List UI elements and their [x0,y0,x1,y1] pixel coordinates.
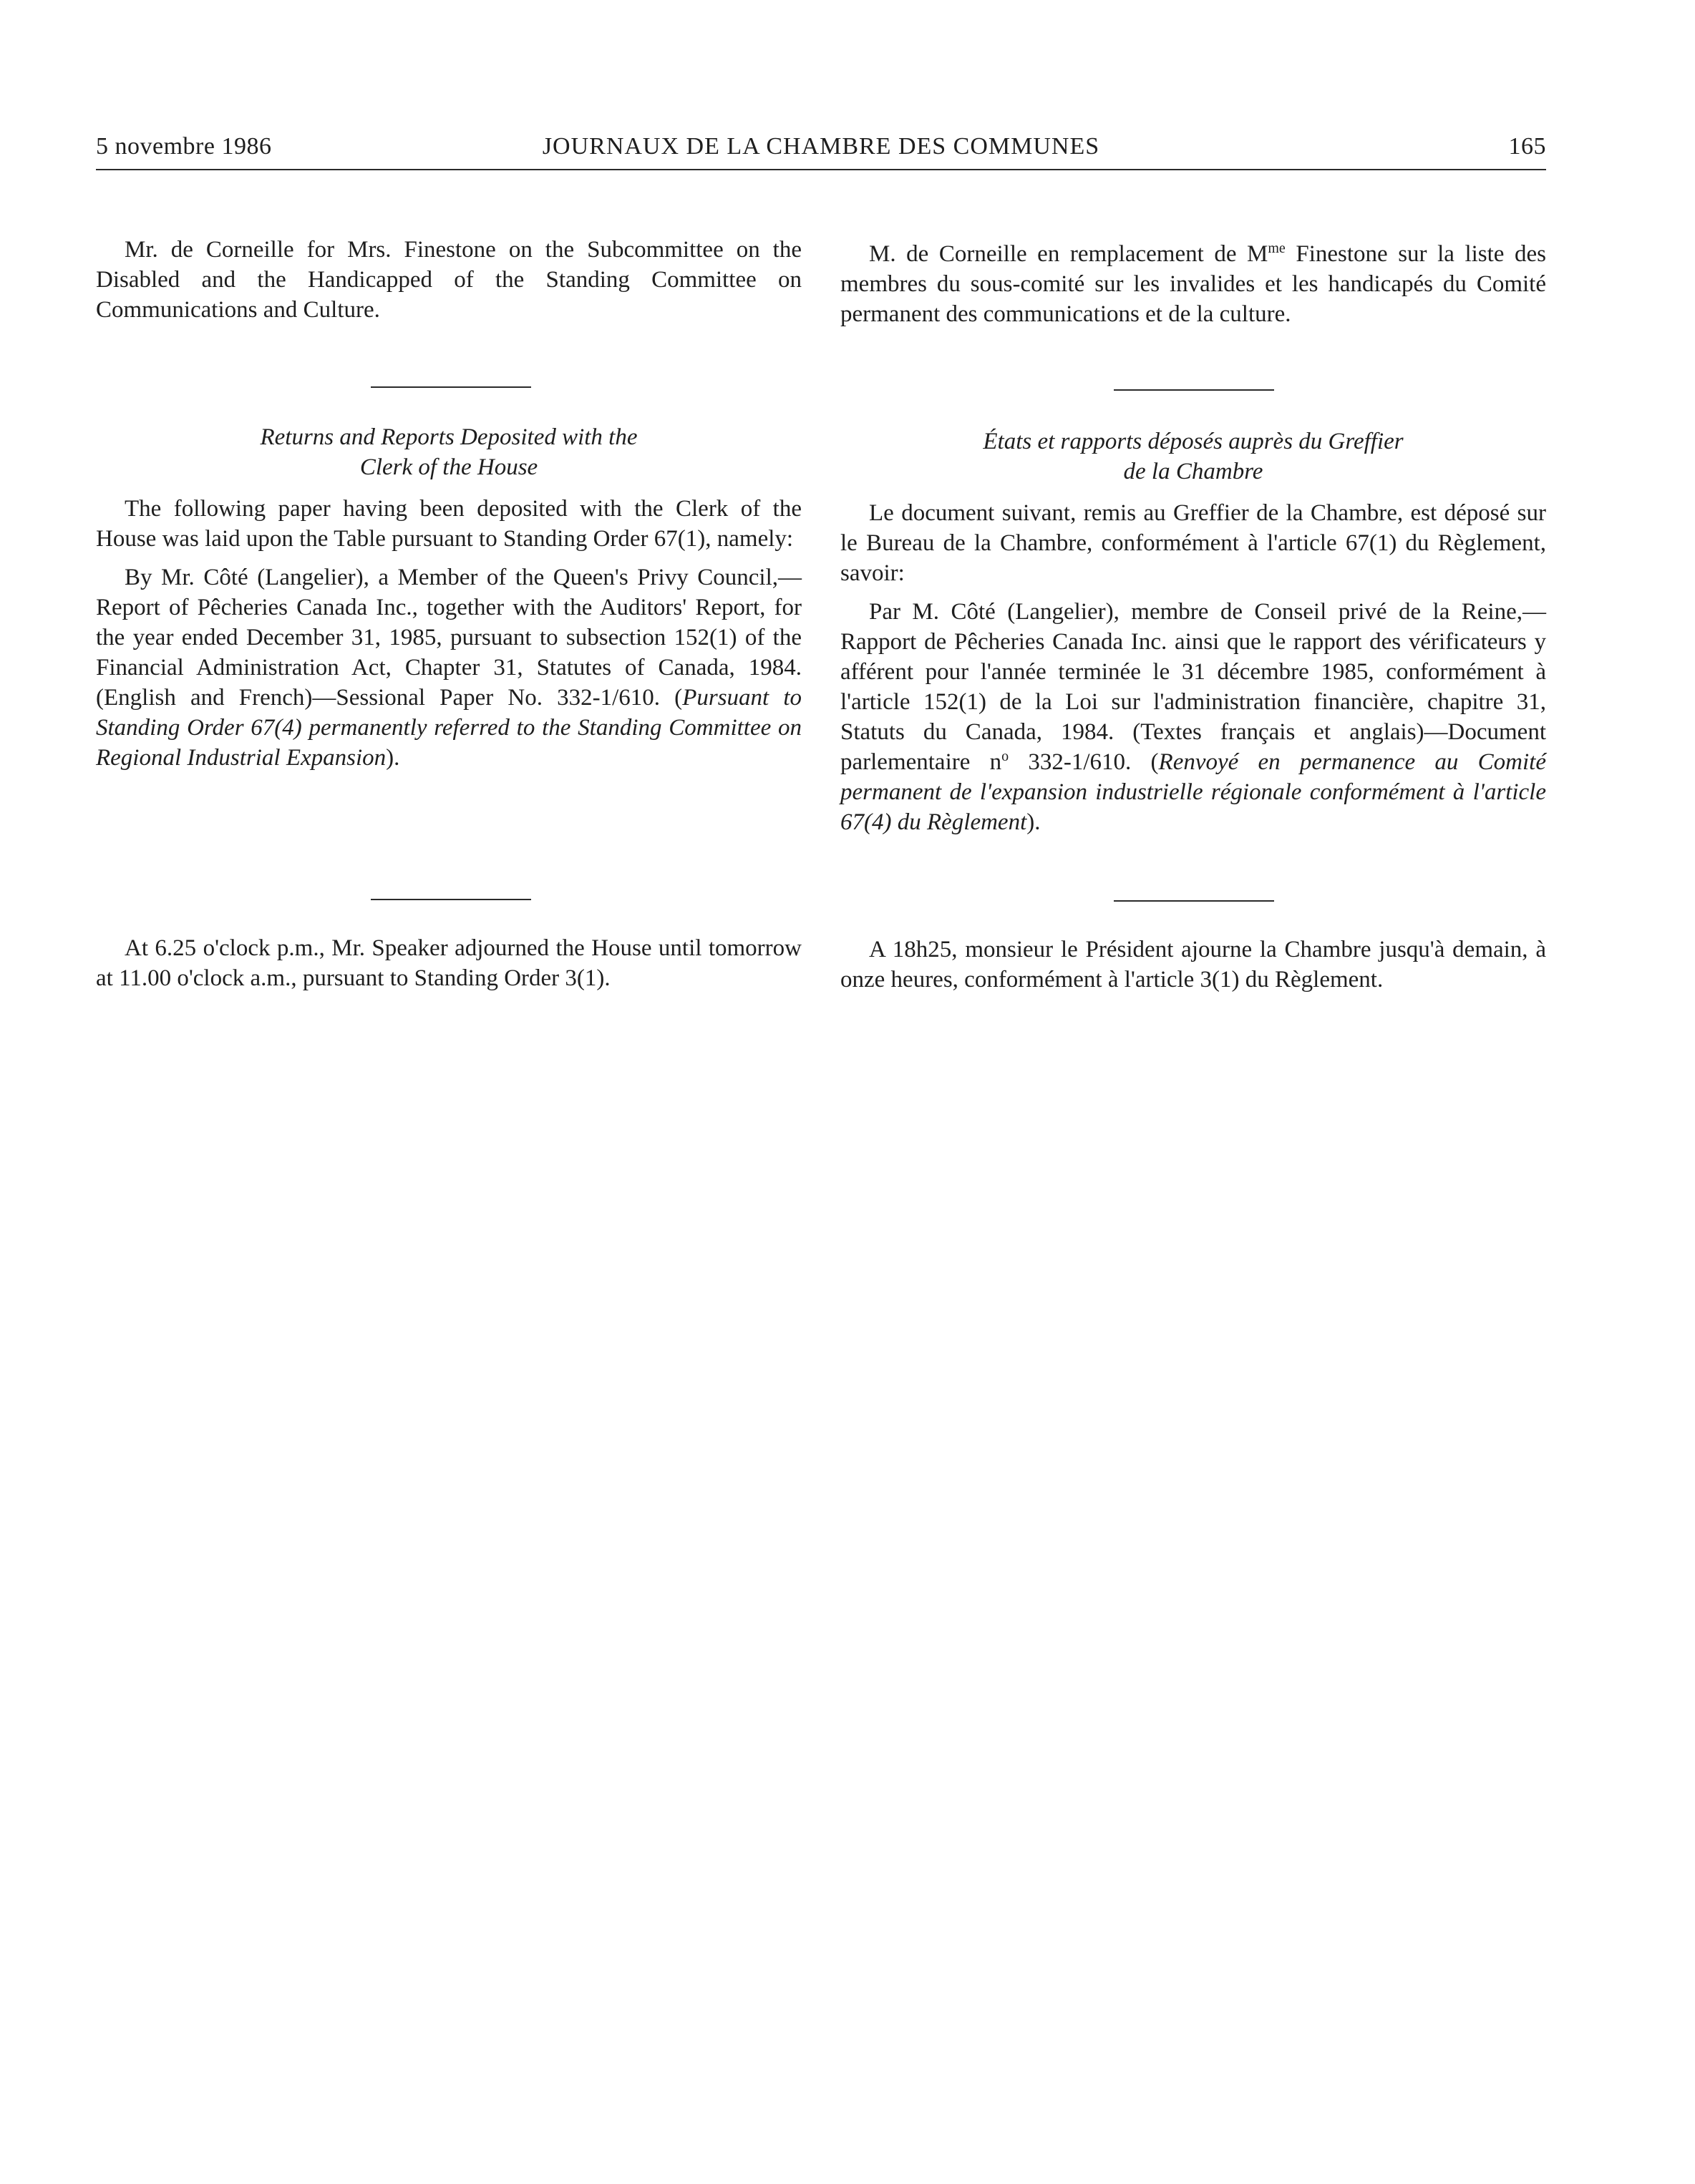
english-returns-heading [96,422,802,482]
french-returns-heading-line2: de la Chambre [1123,459,1263,484]
french-returns-item-sup: o [1001,749,1009,764]
french-returns-intro: Le document suivant, remis au Greffier de la Chambre, est déposé sur le Bureau de la Chambre, conformément à l'article 67(1) du Règlement, savoir: [840,500,1546,586]
french-substitution-part2: Finestone sur la liste des membres du sous-comité sur les invalides et les handicapés du Comité permanent des communications et de la culture. [840,241,1546,327]
french-returns-item-close: ). [1026,809,1041,835]
french-returns-section [840,426,1546,837]
page-number: 165 [1508,133,1546,160]
french-substitution-sup: me [1268,240,1286,256]
english-divider-1 [371,386,531,388]
english-adjournment: At 6.25 o'clock p.m., Mr. Speaker adjourned the House until tomorrow at 11.00 o'clock a.m., pursuant to Standing Order 3(1). [96,935,802,991]
running-header [96,133,1546,166]
english-returns-heading-line2: Clerk of the House [359,454,538,480]
english-returns-intro: The following paper having been deposited with the Clerk of the House was laid upon the Table pursuant to Standing Order 67(1), namely: [96,496,802,552]
english-substitution: Mr. de Corneille for Mrs. Finestone on the Subcommittee on the Disabled and the Handicapped of the Standing Committee on Communications and Culture. [96,237,802,323]
english-returns-item-referral: Pursuant to Standing Order 67(4) permanently referred to the Standing Committee on Regional Industrial Expansion [96,685,802,771]
french-returns-item-referral: Renvoyé en permanence au Comité permanent de l'expansion industrielle régionale conformément à l'article 67(4) du Règlement [840,749,1546,835]
english-returns-section [96,422,802,773]
english-returns-heading-line1: Returns and Reports Deposited with the [260,424,638,450]
english-divider-2 [371,899,531,900]
english-returns-item [96,562,802,773]
french-adjournment: A 18h25, monsieur le Président ajourne la Chambre jusqu'à demain, à onze heures, conformément à l'article 3(1) du Règlement. [840,937,1546,993]
french-column [840,239,1546,329]
french-adjournment-section [840,935,1546,995]
french-returns-heading-line1: États et rapports déposés auprès du Greffier [983,429,1404,454]
french-returns-heading [840,426,1546,487]
french-returns-item [840,597,1546,837]
french-divider-2 [1114,900,1274,902]
english-column [96,235,802,325]
french-divider-1 [1114,389,1274,391]
french-substitution [840,239,1546,329]
french-substitution-part1: M. de Corneille en remplacement de M [869,241,1268,267]
header-rule [96,169,1546,170]
english-returns-item-close: ). [386,745,400,771]
french-returns-item-text: Par M. Côté (Langelier), membre de Conseil privé de la Reine,— Rapport de Pêcheries Canada Inc. ainsi que le rapport des vérificateurs y afférent pour l'année terminée le 31 décembre 1985, conformément à l'article 152(1) de la Loi sur l'administration financière, chapitre 31, Statuts du Canada, 1984. (Textes français et anglais)—Document parlementaire n [840,599,1546,775]
french-returns-item-text2: 332-1/610. ( [1009,749,1159,775]
header-title: JOURNAUX DE LA CHAMBRE DES COMMUNES [542,133,1100,160]
english-returns-item-text: By Mr. Côté (Langelier), a Member of the Queen's Privy Council,—Report of Pêcheries Canada Inc., together with the Auditors' Report, for the year ended December 31, 1985, pursuant to subsection 152(1) of the Financial Administration Act, Chapter 31, Statutes of Canada, 1984. (English and French)—Sessional Paper No. 332-1/610. ( [96,565,802,711]
header-date: 5 novembre 1986 [96,133,272,160]
english-adjournment-section [96,933,802,993]
